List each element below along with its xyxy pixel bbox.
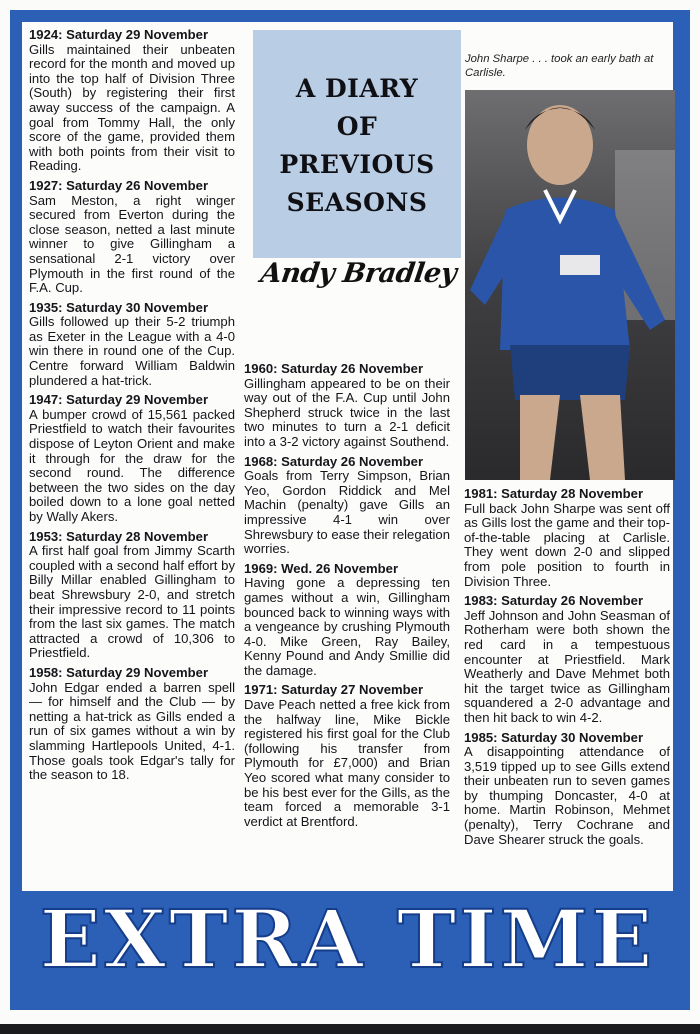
photo-caption: John Sharpe . . . took an early bath at Carlisle. bbox=[465, 53, 654, 79]
entry-heading: 1953: Saturday 28 November bbox=[29, 528, 209, 544]
entry-text: Having gone a depressing ten games without a win, Gillingham bounced back to winning ways with a vengeance by crushing Plymouth 4-0. Mike Green, Ray Bailey, Kenny Pound and Andy Smillie did the damage. bbox=[244, 575, 450, 678]
title-line-2: OF bbox=[336, 112, 378, 141]
diary-column-2 bbox=[244, 362, 450, 834]
bottom-rule bbox=[0, 1024, 700, 1034]
entry-text: Sam Meston, a right winger secured from Everton during the close season, netted a last minute winner to give Gillingham a sensational 2-1 victory over Plymouth in the first round of the F.A. Cup. bbox=[29, 192, 235, 296]
diary-entry bbox=[464, 594, 670, 725]
entry-text: Gills maintained their unbeaten record for the month and moved up into the top half of Division Three (South) by registering their first away success of the campaign. A goal from Tommy Hall, the only score of the game, provided them with both points from their visit to Reading. bbox=[29, 41, 235, 174]
diary-entry bbox=[29, 530, 235, 661]
entry-text: Dave Peach netted a free kick from the halfway line, Mike Bickle registered his first goal for the Club (following his transfer from Plymouth for £7,000) and Brian Yeo scored what many consider to be his best ever for the Gills, as the team forced a memorable 3-1 verdict at Brentford. bbox=[244, 697, 450, 829]
banner-text: EXTRA TIME bbox=[39, 892, 656, 986]
author-byline: Andy Bradley bbox=[258, 258, 459, 289]
entry-heading: 1983: Saturday 26 November bbox=[464, 593, 644, 609]
entry-text: Full back John Sharpe was sent off as Gills lost the game and their top-of-the-table placing at Carlisle. They went down 2-0 and slipped from pole position to fourth in Division Three. bbox=[464, 500, 670, 589]
diary-entry bbox=[29, 301, 235, 389]
entry-text: A bumper crowd of 15,561 packed Priestfield to watch their favourites dispose of Leyton Orient and make it through for the draw for the second round. The difference between the two sides on the day boiled down to a lone goal netted by Wally Akers. bbox=[29, 406, 235, 524]
title-line-1: A DIARY bbox=[295, 74, 419, 103]
entry-heading: 1971: Saturday 27 November bbox=[244, 682, 424, 698]
entry-heading: 1927: Saturday 26 November bbox=[29, 177, 209, 193]
diary-entry bbox=[244, 362, 450, 450]
title-box bbox=[253, 30, 461, 258]
entry-heading: 1947: Saturday 29 November bbox=[29, 392, 209, 408]
entry-heading: 1981: Saturday 28 November bbox=[464, 486, 644, 501]
diary-entry bbox=[244, 562, 450, 679]
entry-heading: 1968: Saturday 26 November bbox=[244, 453, 424, 469]
diary-entry bbox=[244, 455, 450, 557]
diary-entry bbox=[464, 487, 670, 589]
entry-heading: 1958: Saturday 29 November bbox=[29, 664, 209, 680]
diary-entry bbox=[29, 28, 235, 174]
diary-entry bbox=[29, 666, 235, 783]
entry-text: A disappointing attendance of 3,519 tipped up to see Gills extend their unbeaten run to seven games by thumping Doncaster, 4-0 at home. Martin Robinson, Mehmet (penalty), Terry Cochrane and Dave Shearer struck the goals. bbox=[464, 744, 670, 847]
player-photo-illustration bbox=[465, 90, 675, 480]
entry-text: Jeff Johnson and John Seasman of Rotherham were both shown the red card in a tempestuous encounter at Priestfield. Mark Weatherly and Dave Mehmet both hit the target twice as Gillingham squandered a 2-0 advantage and then hit back to win 4-2. bbox=[464, 607, 670, 725]
entry-text: John Edgar ended a barren spell — for himself and the Club — by netting a hat-trick as Gills ended a run of six games without a win by slamming Hartlepools United, 4-1. Those goals took Edgar's tally for the season to 18. bbox=[29, 679, 235, 783]
title-line-3: PREVIOUS bbox=[279, 150, 435, 179]
entry-text: Gillingham appeared to be on their way out of the F.A. Cup until John Shepherd struck twice in the last two minutes to turn a 2-1 deficit into a 3-2 victory against Southend. bbox=[244, 375, 450, 449]
diary-entry bbox=[29, 179, 235, 296]
extra-time-banner bbox=[22, 893, 673, 985]
diary-entry bbox=[29, 393, 235, 524]
entry-heading: 1985: Saturday 30 November bbox=[464, 729, 644, 745]
diary-entry bbox=[464, 731, 670, 848]
diary-column-3 bbox=[464, 487, 670, 852]
entry-heading: 1969: Wed. 26 November bbox=[244, 560, 399, 576]
entry-heading: 1935: Saturday 30 November bbox=[29, 299, 209, 315]
diary-entry bbox=[244, 683, 450, 829]
entry-text: Goals from Terry Simpson, Brian Yeo, Gordon Riddick and Mel Machin (penalty) gave Gills an impressive 4-1 win over Shrewsbury to ease their relegation worries. bbox=[244, 468, 450, 557]
title-line-4: SEASONS bbox=[286, 188, 428, 217]
article-title bbox=[253, 70, 461, 222]
entry-text: Gills followed up their 5-2 triumph as Exeter in the League with a 4-0 win there in round one of the Cup. Centre forward William Baldwin plundered a hat-trick. bbox=[29, 314, 235, 388]
entry-heading: 1960: Saturday 26 November bbox=[244, 361, 424, 376]
entry-heading: 1924: Saturday 29 November bbox=[29, 27, 209, 42]
diary-column-1 bbox=[29, 28, 235, 788]
entry-text: A first half goal from Jimmy Scarth coupled with a second half effort by Billy Millar enabled Gillingham to beat Shrewsbury 2-0, and stretch their impressive record to 11 points from the last six games. The match attracted a crowd of 10,306 to Priestfield. bbox=[29, 543, 235, 661]
player-photo bbox=[465, 90, 675, 480]
